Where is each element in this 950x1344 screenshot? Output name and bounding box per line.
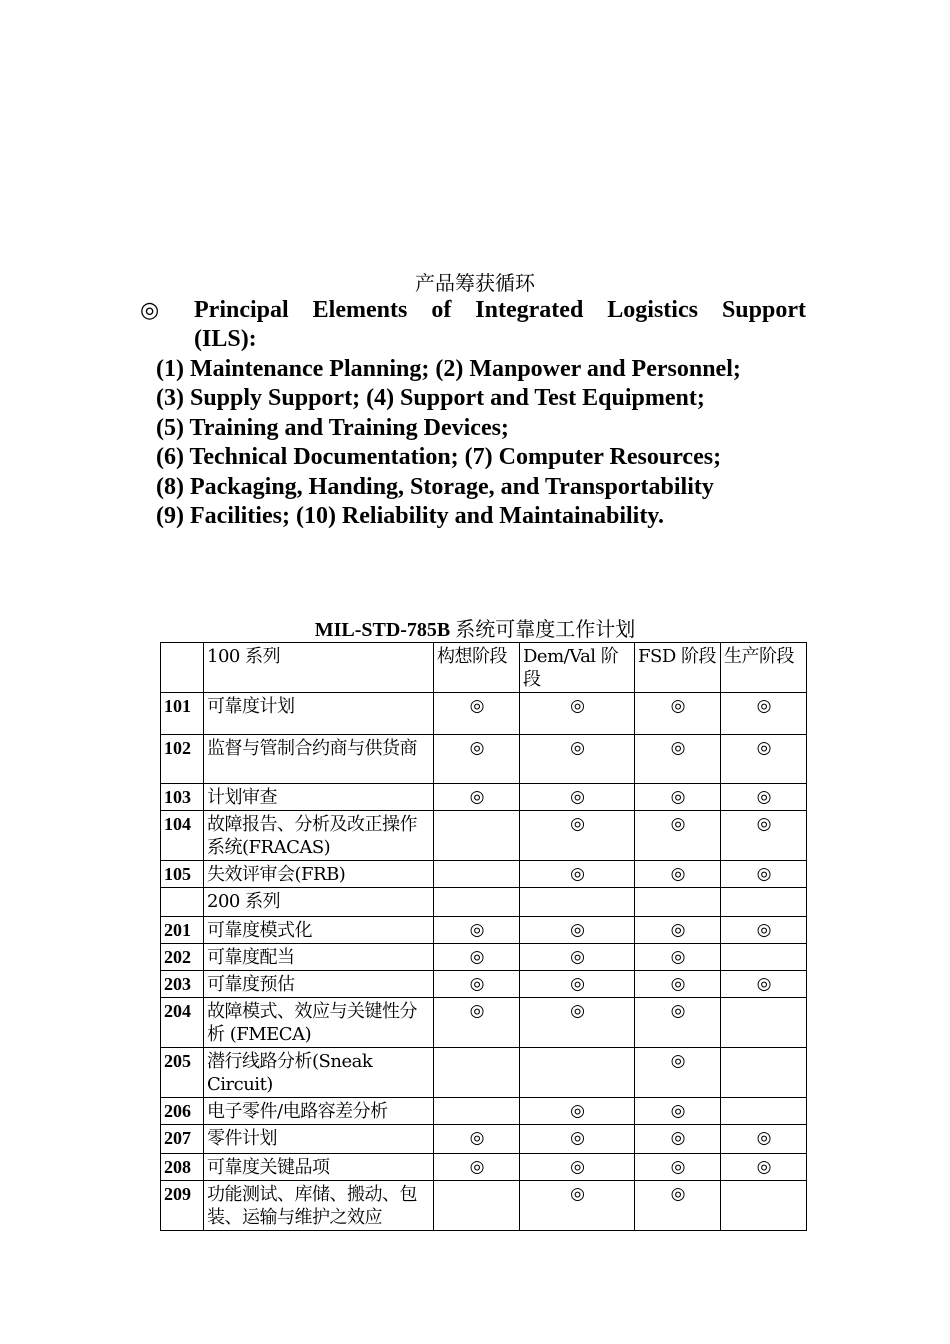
row-number: 206 (161, 1098, 204, 1125)
phase-mark-icon: ◎ (721, 861, 807, 888)
phase-mark-icon: ◎ (434, 917, 520, 944)
task-name: 潜行线路分析(Sneak Circuit) (204, 1048, 434, 1098)
table-row (161, 693, 807, 735)
phase-mark-icon (434, 811, 520, 861)
ils-element-list (156, 355, 836, 531)
phase-mark-icon: ◎ (434, 784, 520, 811)
phase-mark-icon: ◎ (520, 784, 635, 811)
phase-mark-icon: ◎ (721, 735, 807, 784)
phase-mark-icon: ◎ (434, 971, 520, 998)
table-row (161, 917, 807, 944)
row-number: 102 (161, 735, 204, 784)
table-title-text: 系统可靠度工作计划 (455, 617, 636, 641)
task-name: 零件计划 (204, 1125, 434, 1154)
phase-mark-icon (721, 1048, 807, 1098)
task-name: 电子零件/电路容差分析 (204, 1098, 434, 1125)
row-number: 205 (161, 1048, 204, 1098)
table-row (161, 944, 807, 971)
page-title: 产品筹获循环 (415, 271, 535, 295)
task-name: 故障模式、效应与关键性分析 (FMECA) (204, 998, 434, 1048)
phase-mark-icon: ◎ (520, 1098, 635, 1125)
phase-mark-icon: ◎ (721, 811, 807, 861)
phase-mark-icon: ◎ (635, 735, 721, 784)
list-item: (9) Facilities; (10) Reliability and Maintainability. (156, 503, 664, 530)
row-number: 207 (161, 1125, 204, 1154)
table-row (161, 1098, 807, 1125)
row-number: 203 (161, 971, 204, 998)
table-row (161, 735, 807, 784)
list-item: (1) Maintenance Planning; (2) Manpower and Personnel; (156, 356, 741, 382)
ils-heading-line2: (ILS): (194, 326, 257, 352)
phase-mark-icon: ◎ (520, 861, 635, 888)
row-number: 208 (161, 1154, 204, 1181)
phase-mark-icon: ◎ (721, 971, 807, 998)
phase-mark-icon: ◎ (520, 1181, 635, 1231)
phase-mark-icon: ◎ (434, 944, 520, 971)
task-name: 计划审查 (204, 784, 434, 811)
phase-mark-icon: ◎ (434, 998, 520, 1048)
phase-mark-icon: ◎ (520, 944, 635, 971)
ils-heading-line1: Principal Elements of Integrated Logistics Support (194, 297, 806, 323)
table-row (161, 811, 807, 861)
phase-mark-icon (721, 998, 807, 1048)
row-number (161, 888, 204, 917)
phase-mark-icon: ◎ (520, 693, 635, 735)
table-title-code: MIL-STD-785B (314, 619, 451, 641)
phase-mark-icon: ◎ (520, 971, 635, 998)
phase-mark-icon: ◎ (721, 1154, 807, 1181)
task-name: 故障报告、分析及改正操作系统(FRACAS) (204, 811, 434, 861)
phase-mark-icon (434, 1048, 520, 1098)
list-item: (6) Technical Documentation; (7) Computer Resources; (156, 444, 722, 471)
header-cell: 构想阶段 (434, 643, 520, 693)
phase-mark-icon: ◎ (434, 1154, 520, 1181)
table-title (0, 616, 950, 643)
table-row (161, 861, 807, 888)
phase-mark-icon (434, 1181, 520, 1231)
phase-mark-icon: ◎ (520, 811, 635, 861)
phase-mark-icon: ◎ (721, 693, 807, 735)
phase-mark-icon: ◎ (635, 1154, 721, 1181)
phase-mark-icon: ◎ (721, 917, 807, 944)
row-number: 201 (161, 917, 204, 944)
phase-mark-icon (520, 888, 635, 917)
row-number: 103 (161, 784, 204, 811)
task-name: 监督与管制合约商与供货商 (204, 735, 434, 784)
table-row (161, 971, 807, 998)
reliability-task-table (160, 642, 807, 1231)
phase-mark-icon: ◎ (635, 971, 721, 998)
table-row (161, 1125, 807, 1154)
header-cell: 生产阶段 (721, 643, 807, 693)
phase-mark-icon: ◎ (520, 1154, 635, 1181)
phase-mark-icon: ◎ (520, 1125, 635, 1154)
table-row (161, 1181, 807, 1231)
phase-mark-icon: ◎ (721, 1125, 807, 1154)
table-row (161, 998, 807, 1048)
ils-heading (140, 296, 806, 354)
task-name: 200 系列 (204, 888, 434, 917)
phase-mark-icon: ◎ (635, 1098, 721, 1125)
table-row (161, 784, 807, 811)
row-number: 204 (161, 998, 204, 1048)
phase-mark-icon: ◎ (635, 1181, 721, 1231)
task-name: 功能测试、库储、搬动、包装、运输与维护之效应 (204, 1181, 434, 1231)
bullet-icon: ◎ (140, 298, 160, 323)
phase-mark-icon: ◎ (635, 811, 721, 861)
phase-mark-icon: ◎ (434, 735, 520, 784)
task-name: 可靠度模式化 (204, 917, 434, 944)
phase-mark-icon: ◎ (635, 861, 721, 888)
header-cell: FSD 阶段 (635, 643, 721, 693)
phase-mark-icon: ◎ (520, 917, 635, 944)
phase-mark-icon: ◎ (635, 693, 721, 735)
phase-mark-icon: ◎ (635, 784, 721, 811)
list-item: (8) Packaging, Handing, Storage, and Transportability (156, 473, 714, 500)
phase-mark-icon (721, 1181, 807, 1231)
phase-mark-icon (721, 1098, 807, 1125)
phase-mark-icon: ◎ (635, 944, 721, 971)
table-row (161, 1154, 807, 1181)
task-name: 可靠度计划 (204, 693, 434, 735)
phase-mark-icon (635, 888, 721, 917)
phase-mark-icon: ◎ (635, 1048, 721, 1098)
phase-mark-icon: ◎ (520, 998, 635, 1048)
phase-mark-icon (434, 1098, 520, 1125)
phase-mark-icon: ◎ (635, 998, 721, 1048)
phase-mark-icon: ◎ (721, 784, 807, 811)
row-number: 101 (161, 693, 204, 735)
phase-mark-icon (721, 944, 807, 971)
table-row (161, 1048, 807, 1098)
header-cell (161, 643, 204, 693)
task-name: 可靠度关键品项 (204, 1154, 434, 1181)
phase-mark-icon: ◎ (635, 917, 721, 944)
task-name: 可靠度预估 (204, 971, 434, 998)
header-cell: Dem/Val 阶段 (520, 643, 635, 693)
phase-mark-icon: ◎ (520, 735, 635, 784)
phase-mark-icon: ◎ (635, 1125, 721, 1154)
row-number: 105 (161, 861, 204, 888)
phase-mark-icon (520, 1048, 635, 1098)
phase-mark-icon (434, 861, 520, 888)
list-item: (3) Supply Support; (4) Support and Test Equipment; (156, 385, 705, 412)
task-name: 可靠度配当 (204, 944, 434, 971)
list-item: (5) Training and Training Devices; (156, 414, 509, 441)
table-row (161, 888, 807, 917)
phase-mark-icon: ◎ (434, 693, 520, 735)
row-number: 104 (161, 811, 204, 861)
phase-mark-icon (434, 888, 520, 917)
row-number: 209 (161, 1181, 204, 1231)
row-number: 202 (161, 944, 204, 971)
task-name: 失效评审会(FRB) (204, 861, 434, 888)
table-header-row (161, 643, 807, 693)
header-cell: 100 系列 (204, 643, 434, 693)
phase-mark-icon: ◎ (434, 1125, 520, 1154)
phase-mark-icon (721, 888, 807, 917)
